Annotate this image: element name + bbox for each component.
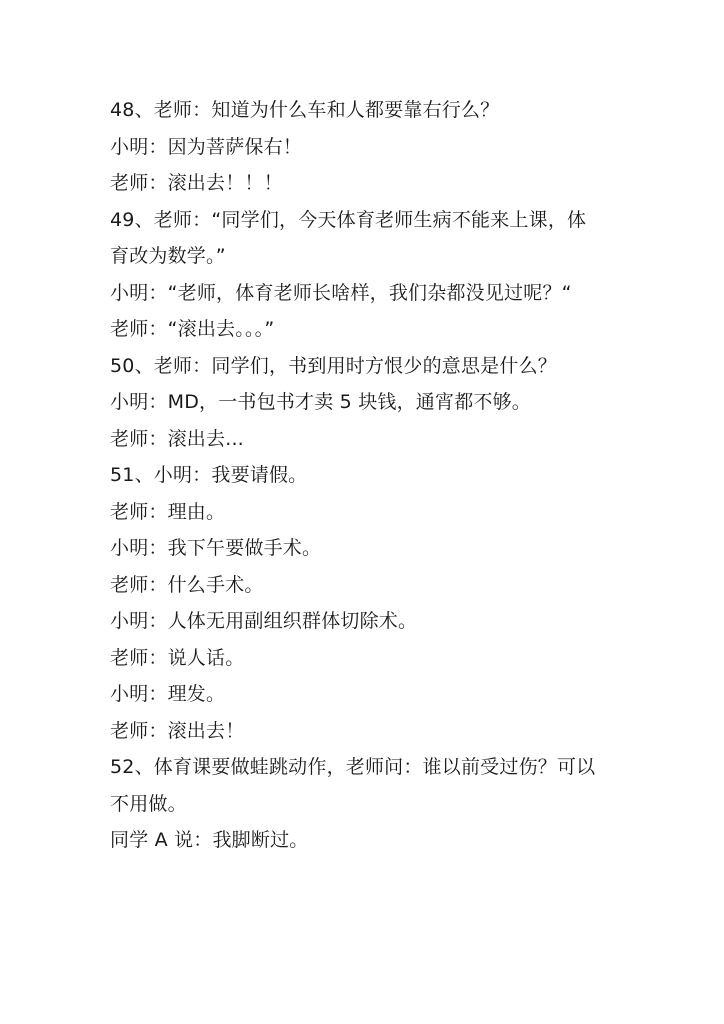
text-line: 小明：人体无用副组织群体切除术。 (110, 610, 418, 632)
text-line: 51、小明：我要请假。 (110, 464, 308, 486)
text-line: 老师：“滚出去。。。” (110, 318, 275, 340)
text-line: 49、老师：“同学们，今天体育老师生病不能来上课，体 (110, 208, 587, 231)
text-line: 老师：什么手术。 (110, 573, 264, 596)
document-body (110, 92, 630, 859)
joke-52 (110, 749, 630, 859)
joke-49 (110, 202, 630, 348)
text-line: 老师：说人话。 (110, 646, 245, 669)
text-line: 小明：因为菩萨保右！ (110, 135, 303, 158)
joke-48 (110, 92, 630, 202)
text-line: 老师：滚出去！！！ (110, 172, 283, 194)
text-line: 小明：理发。 (110, 683, 226, 705)
text-line: 52、体育课要做蛙跳动作，老师问：谁以前受过伤？可以 (110, 756, 596, 778)
text-line: 同学 A 说：我脚断过。 (110, 829, 309, 851)
joke-50 (110, 348, 630, 458)
text-line: 小明：“老师，体育老师长啥样，我们杂都没见过呢？“ (110, 281, 572, 304)
text-line: 育改为数学。” (110, 245, 226, 267)
text-line: 老师：滚出去... (110, 427, 244, 450)
text-line: 老师：理由。 (110, 500, 226, 523)
text-line: 老师：滚出去！ (110, 719, 245, 742)
text-line: 小明：我下午要做手术。 (110, 537, 322, 559)
joke-51 (110, 457, 630, 749)
text-line: 不用做。 (110, 792, 187, 815)
text-line: 小明：MD，一书包书才卖 5 块钱，通宵都不够。 (110, 391, 531, 413)
text-line: 50、老师：同学们，书到用时方恨少的意思是什么？ (110, 354, 557, 377)
text-line: 48、老师：知道为什么车和人都要靠右行么？ (110, 99, 500, 121)
